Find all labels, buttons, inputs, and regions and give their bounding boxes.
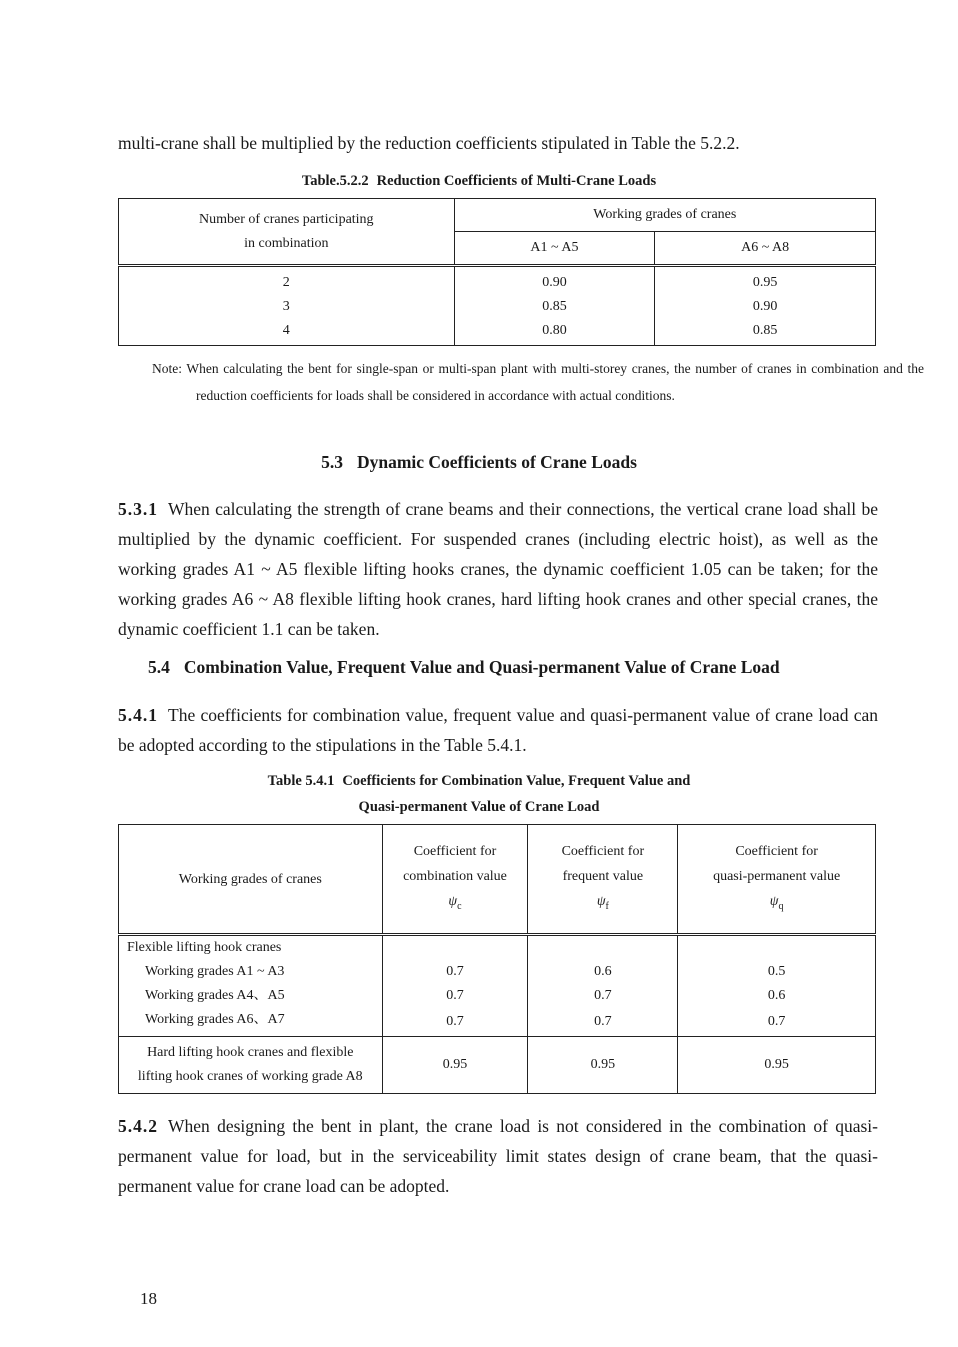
clause-5-4-1-text: The coefficients for combination value, frequent value and quasi-permanent value of crane load can be adopted according to the stipulations in the Table 5.4.1. xyxy=(118,705,878,755)
t522-cell-b: 0.90 xyxy=(655,295,876,319)
t541-cell-c: 0.95 xyxy=(382,1037,528,1094)
t541-cell-c: 0.7 xyxy=(382,960,528,984)
t541-head-quasi-line2: quasi-permanent value xyxy=(713,869,841,885)
intro-paragraph xyxy=(118,128,878,158)
table-541-title-line1: Coefficients for Combination Value, Frequent Value and xyxy=(342,773,691,789)
psi-q-symbol: $\psi_q$ xyxy=(769,894,784,912)
psi-c-symbol: $\psi_c$ xyxy=(448,894,462,912)
t541-head-combination xyxy=(382,825,528,935)
page-number: 18 xyxy=(140,1289,157,1308)
table-522-number: Table.5.2.2 xyxy=(301,173,369,189)
t541-hard-label-line1: Hard lifting hook cranes and flexible xyxy=(147,1045,354,1060)
table-row xyxy=(119,295,876,319)
table-541-title-line2: Quasi-permanent Value of Crane Load xyxy=(358,799,600,815)
t541-cell-f: 0.95 xyxy=(528,1037,678,1094)
t541-hard-label-line2: lifting hook cranes of working grade A8 xyxy=(137,1069,363,1084)
t522-cell-a: 0.85 xyxy=(454,295,655,319)
t522-cell-n: 3 xyxy=(119,295,455,319)
t541-cell-q: 0.5 xyxy=(678,960,876,984)
t522-head-cranes xyxy=(119,199,455,266)
table-row xyxy=(119,984,876,1008)
t541-cell-c: 0.7 xyxy=(382,984,528,1008)
t541-head-grades: Working grades of cranes xyxy=(119,825,383,935)
clause-5-3-1-text: When calculating the strength of crane beams and their connections, the vertical crane load shall be multiplied by the dynamic coefficient. For suspended cranes (including electric hoist), as well as the working grades A1 ~ A5 flexible lifting hooks cranes, the dynamic coefficient 1.05 can be taken; for the working grades A6 ~ A8 flexible lifting hook cranes, hard lifting hook cranes and other special cranes, the dynamic coefficient 1.1 can be taken. xyxy=(118,499,878,639)
clause-5-4-1-number: 5.4.1 xyxy=(118,705,158,725)
table-522-caption xyxy=(0,170,958,192)
t541-cell-q: 0.7 xyxy=(678,1008,876,1037)
t522-head-grades: Working grades of cranes xyxy=(454,199,875,232)
clause-5-3-1-number: 5.3.1 xyxy=(118,499,158,519)
t522-head-a6a8: A6 ~ A8 xyxy=(655,232,876,266)
section-5-3-heading xyxy=(0,452,958,473)
section-5-4-heading xyxy=(148,657,908,678)
t541-group-label: Flexible lifting hook cranes xyxy=(119,935,383,961)
t541-cell-f: 0.6 xyxy=(528,960,678,984)
intro-text: multi-crane shall be multiplied by the reduction coefficients stipulated in Table the 5.2.2. xyxy=(118,133,740,153)
t522-head-a1a5: A1 ~ A5 xyxy=(454,232,655,266)
t541-cell-f: 0.7 xyxy=(528,1008,678,1037)
section-5-4-number: 5.4 xyxy=(148,657,170,677)
t541-row-label: Working grades A4、A5 xyxy=(119,984,383,1008)
t541-row-label: Working grades A6、A7 xyxy=(119,1008,383,1037)
table-row xyxy=(119,1008,876,1037)
t541-cell-f: 0.7 xyxy=(528,984,678,1008)
clause-5-4-2-text: When designing the bent in plant, the crane load is not considered in the combination of quasi-permanent value for load, but in the serviceability limit states design of crane beam, that the quasi-permanent value for crane load can be adopted. xyxy=(118,1116,878,1196)
t522-head-cranes-line1: Number of cranes participating xyxy=(199,211,374,227)
clause-5-3-1 xyxy=(118,494,878,644)
table-541-caption-line1 xyxy=(0,770,958,792)
table-row xyxy=(119,1037,876,1094)
t541-head-frequent-line1: Coefficient for xyxy=(561,844,645,860)
t522-cell-a: 0.90 xyxy=(454,266,655,296)
t541-row-label: Working grades A1 ~ A3 xyxy=(119,960,383,984)
table-522 xyxy=(118,198,876,346)
section-5-4-title: Combination Value, Frequent Value and Quasi-permanent Value of Crane Load xyxy=(183,657,780,677)
table-row xyxy=(119,319,876,346)
t541-head-quasi xyxy=(678,825,876,935)
section-5-3-title: Dynamic Coefficients of Crane Loads xyxy=(356,452,637,472)
table-row xyxy=(119,266,876,296)
table-541-caption xyxy=(0,770,958,818)
t522-cell-b: 0.85 xyxy=(655,319,876,346)
t541-cell-q: 0.6 xyxy=(678,984,876,1008)
table-522-note: Note: When calculating the bent for single-span or multi-span plant with multi-storey cranes, the number of cranes in combination and the reduction coefficients for loads shall be considered in accordance with actual conditions. xyxy=(152,361,924,403)
t541-hard-label xyxy=(119,1037,383,1094)
clause-5-4-2 xyxy=(118,1111,878,1201)
t541-head-frequent xyxy=(528,825,678,935)
psi-f-symbol: $\psi_f$ xyxy=(596,894,609,912)
clause-5-4-2-number: 5.4.2 xyxy=(118,1116,158,1136)
table-522-title: Reduction Coefficients of Multi-Crane Loads xyxy=(376,173,657,189)
t522-head-cranes-line2: in combination xyxy=(244,235,329,251)
t522-cell-n: 2 xyxy=(119,266,455,296)
t541-head-quasi-line1: Coefficient for xyxy=(735,844,818,860)
t541-header-row xyxy=(119,825,876,935)
t522-cell-b: 0.95 xyxy=(655,266,876,296)
table-541 xyxy=(118,824,876,1094)
t541-head-frequent-line2: frequent value xyxy=(562,869,644,885)
section-5-3-number: 5.3 xyxy=(321,452,343,472)
table-541-number: Table 5.4.1 xyxy=(267,773,335,789)
t541-head-combination-line1: Coefficient for xyxy=(413,844,497,860)
clause-5-4-1 xyxy=(118,700,878,760)
t541-head-combination-line2: combination value xyxy=(403,869,507,885)
t541-cell-q: 0.95 xyxy=(678,1037,876,1094)
t541-cell-c: 0.7 xyxy=(382,1008,528,1037)
table-row xyxy=(119,935,876,961)
t522-cell-n: 4 xyxy=(119,319,455,346)
t522-cell-a: 0.80 xyxy=(454,319,655,346)
table-row xyxy=(119,960,876,984)
